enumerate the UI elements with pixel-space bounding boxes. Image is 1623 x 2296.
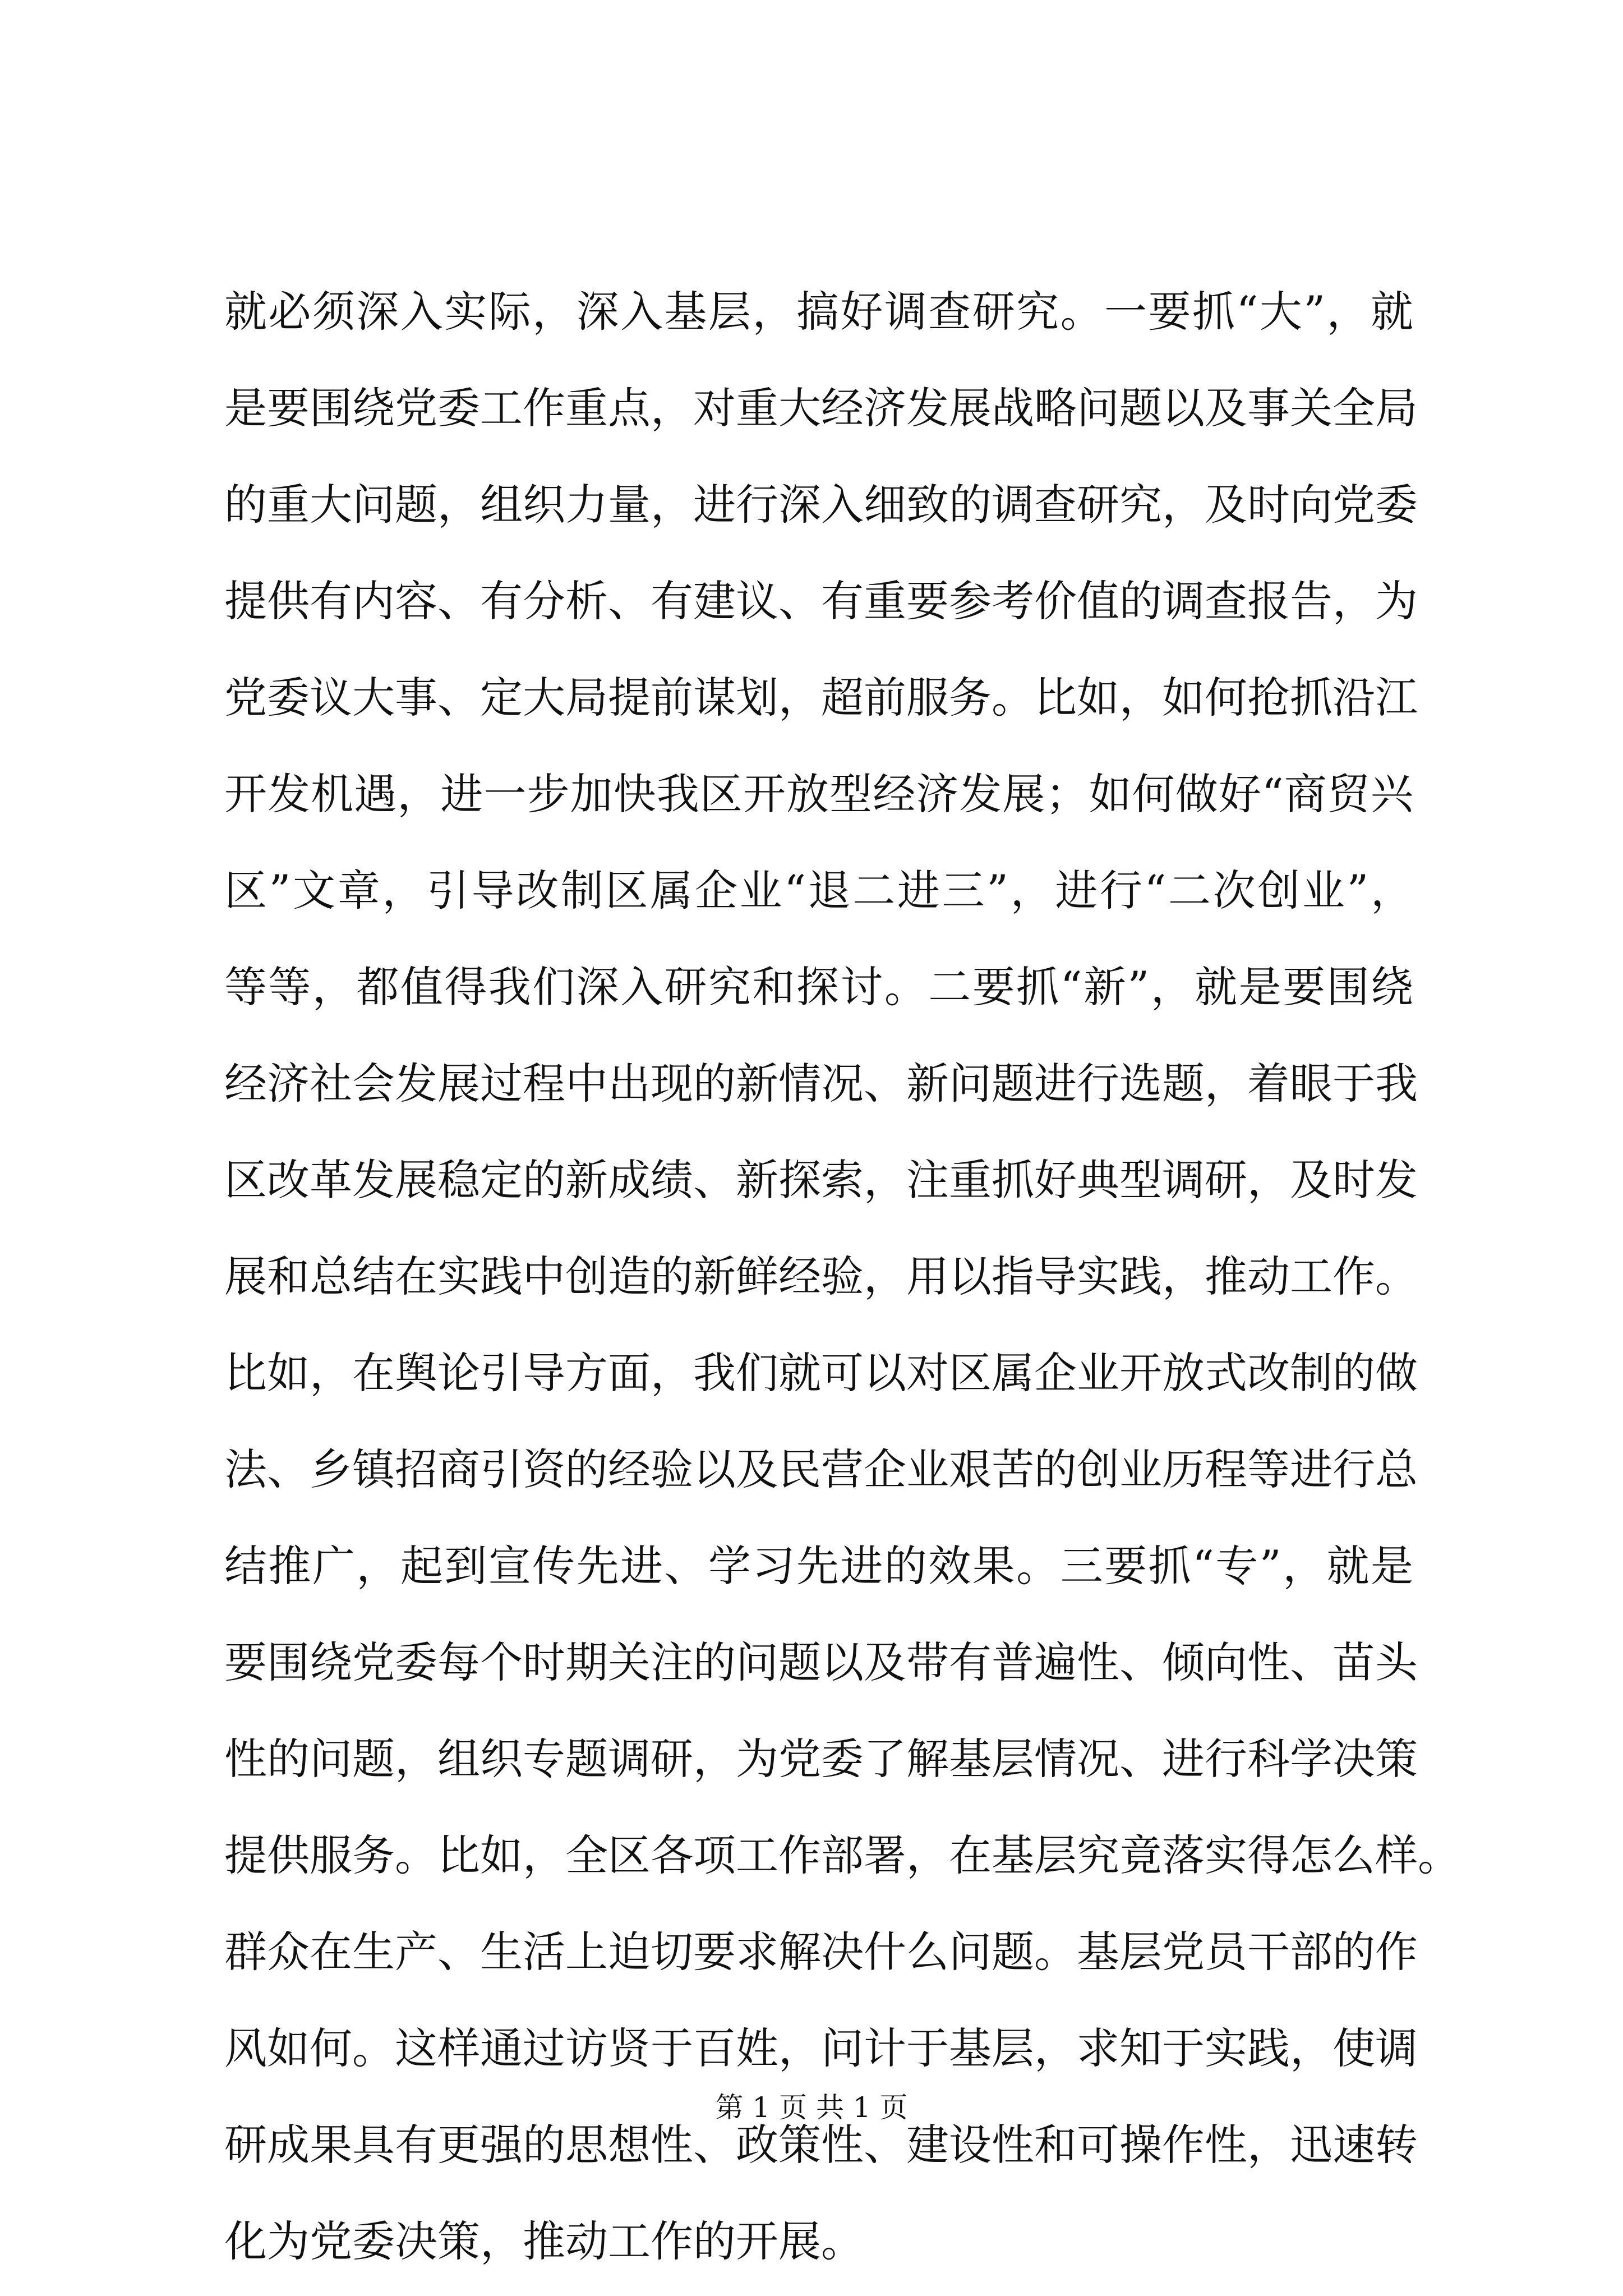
body-text-line: 展和总结在实践中创造的新鲜经验，用以指导实践，推动工作。 <box>224 1251 1418 1301</box>
body-text-line: 性的问题，组织专题调研，为党委了解基层情况、进行科学决策 <box>224 1734 1418 1784</box>
body-text-line: 区改革发展稳定的新成绩、新探索，注重抓好典型调研，及时发 <box>224 1155 1418 1205</box>
page-number-footer: 第 1 页 共 1 页 <box>715 2091 908 2124</box>
body-text-line: 比如，在舆论引导方面，我们就可以对区属企业开放式改制的做 <box>224 1348 1418 1398</box>
body-text-line: 提供有内容、有分析、有建议、有重要参考价值的调查报告，为 <box>224 576 1418 626</box>
body-text-line: 化为党委决策，推动工作的开展。 <box>224 2216 864 2266</box>
body-text-line: 要围绕党委每个时期关注的问题以及带有普遍性、倾向性、苗头 <box>224 1637 1418 1687</box>
body-text-line: 法、乡镇招商引资的经验以及民营企业艰苦的创业历程等进行总 <box>224 1444 1418 1494</box>
body-text-line: 提供服务。比如，全区各项工作部署，在基层究竟落实得怎么样。 <box>224 1830 1460 1880</box>
body-text-line: 群众在生产、生活上迫切要求解决什么问题。基层党员干部的作 <box>224 1927 1418 1977</box>
document-body <box>224 264 1460 2290</box>
body-text-line: 开发机遇，进一步加快我区开放型经济发展；如何做好“商贸兴 <box>224 769 1413 819</box>
body-text-line: 的重大问题，组织力量，进行深入细致的调查研究，及时向党委 <box>224 480 1418 530</box>
body-text-line: 是要围绕党委工作重点，对重大经济发展战略问题以及事关全局 <box>224 383 1418 433</box>
body-text-line: 党委议大事、定大局提前谋划，超前服务。比如，如何抢抓沿江 <box>224 673 1418 723</box>
body-text-line: 就必须深入实际，深入基层，搞好调查研究。一要抓“大”，就 <box>224 287 1413 337</box>
body-text-line: 经济社会发展过程中出现的新情况、新问题进行选题，着眼于我 <box>224 1059 1418 1108</box>
body-text-line: 区”文章，引导改制区属企业“退二进三”，进行“二次创业”， <box>224 866 1413 915</box>
body-text-line: 等等，都值得我们深入研究和探讨。二要抓“新”，就是要围绕 <box>224 962 1413 1012</box>
body-text-line: 研成果具有更强的思想性、政策性、建设性和可操作性，迅速转 <box>224 2120 1418 2170</box>
body-text-line: 风如何。这样通过访贤于百姓，问计于基层，求知于实践，使调 <box>224 2023 1418 2073</box>
body-text-line: 结推广，起到宣传先进、学习先进的效果。三要抓“专”，就是 <box>224 1541 1413 1591</box>
